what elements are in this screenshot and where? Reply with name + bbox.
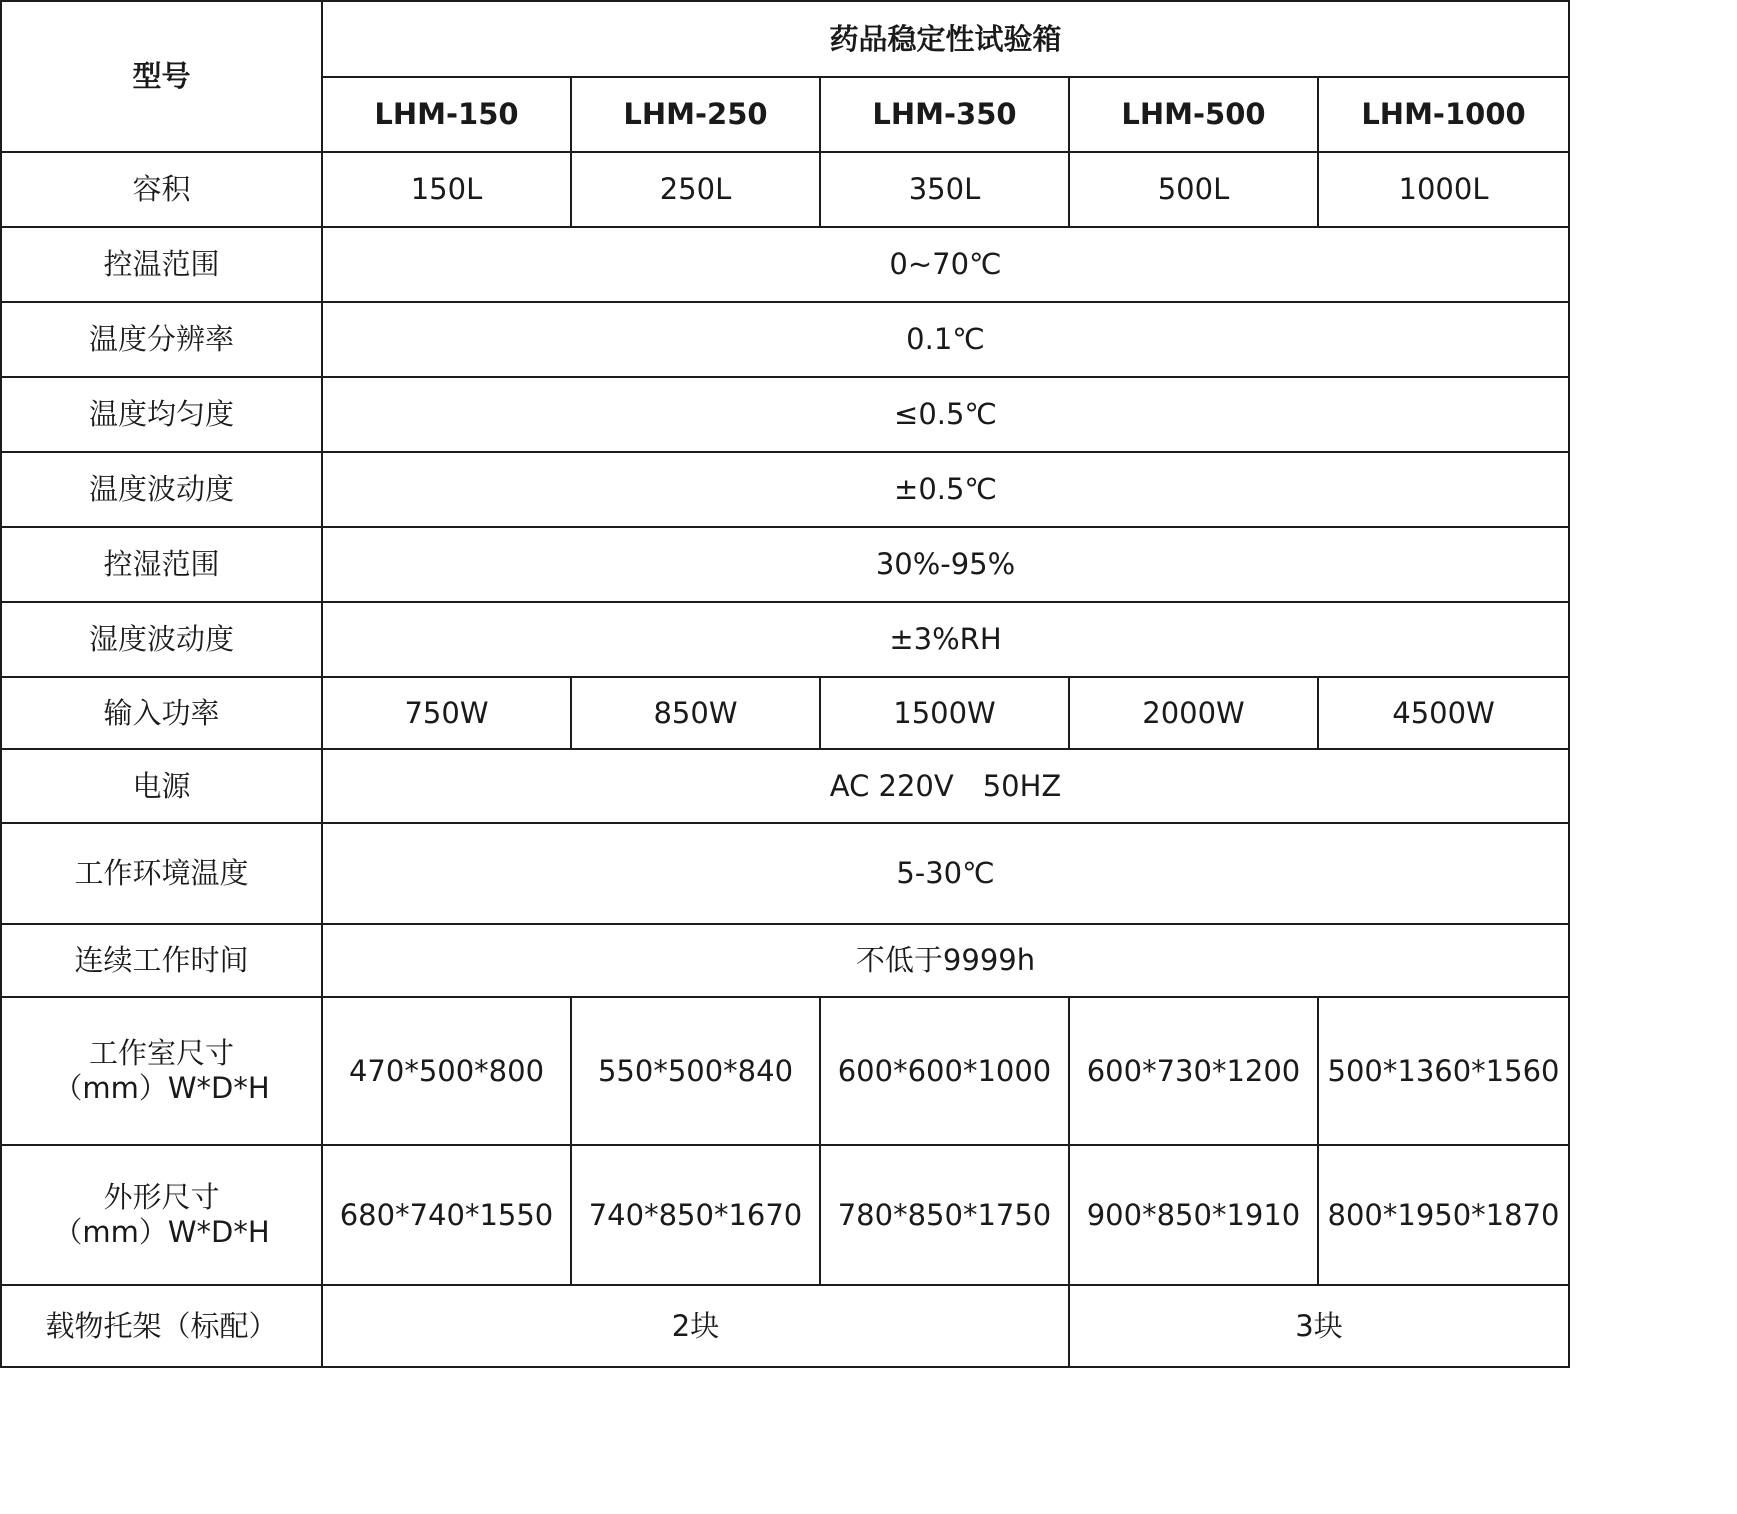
model-lhm-1000: LHM-1000 [1318,77,1569,152]
row-input-power [1,677,1569,749]
volume-value: 150L [322,152,571,227]
row-label-line2: （mm）W*D*H [53,1215,270,1249]
row-label: 温度分辨率 [1,302,322,377]
row-continuous-time [1,924,1569,997]
continuous-time-value: 不低于9999h [322,924,1569,997]
model-lhm-150: LHM-150 [322,77,571,152]
row-label-line1: 工作室尺寸 [88,1036,234,1071]
row-label: 容积 [1,152,322,227]
temp-uniformity-value: ≤0.5℃ [322,377,1569,452]
row-label: 控湿范围 [1,527,322,602]
volume-value: 250L [571,152,820,227]
row-label [1,1145,322,1285]
outer-size-value: 900*850*1910 [1069,1145,1318,1285]
humidity-range-value: 30%-95% [322,527,1569,602]
volume-value: 500L [1069,152,1318,227]
chamber-size-value: 600*600*1000 [820,997,1069,1145]
chamber-size-value: 600*730*1200 [1069,997,1318,1145]
row-label: 温度波动度 [1,452,322,527]
row-ambient-temp [1,823,1569,924]
row-temp-range [1,227,1569,302]
input-power-value: 2000W [1069,677,1318,749]
chamber-size-value: 500*1360*1560 [1318,997,1569,1145]
row-label [1,997,322,1145]
shelves-value-large-models: 3块 [1069,1285,1569,1367]
row-label: 输入功率 [1,677,322,749]
row-label-line2: （mm）W*D*H [53,1071,270,1105]
row-label: 电源 [1,749,322,823]
temp-fluctuation-value: ±0.5℃ [322,452,1569,527]
row-outer-size [1,1145,1569,1285]
model-lhm-250: LHM-250 [571,77,820,152]
shelves-value-small-models: 2块 [322,1285,1069,1367]
row-label: 温度均匀度 [1,377,322,452]
row-label: 湿度波动度 [1,602,322,677]
outer-size-value: 740*850*1670 [571,1145,820,1285]
input-power-value: 850W [571,677,820,749]
row-chamber-size [1,997,1569,1145]
model-label: 型号 [1,1,322,152]
row-power-supply [1,749,1569,823]
temp-resolution-value: 0.1℃ [322,302,1569,377]
model-lhm-500: LHM-500 [1069,77,1318,152]
power-supply-value: AC 220V 50HZ [322,749,1569,823]
humidity-fluctuation-value: ±3%RH [322,602,1569,677]
outer-size-value: 800*1950*1870 [1318,1145,1569,1285]
ambient-temp-value: 5-30℃ [322,823,1569,924]
row-label: 连续工作时间 [1,924,322,997]
row-label-line1: 外形尺寸 [103,1180,220,1215]
volume-value: 350L [820,152,1069,227]
chamber-size-value: 470*500*800 [322,997,571,1145]
volume-value: 1000L [1318,152,1569,227]
row-temp-uniformity [1,377,1569,452]
product-title: 药品稳定性试验箱 [322,1,1569,77]
outer-size-value: 780*850*1750 [820,1145,1069,1285]
row-humidity-range [1,527,1569,602]
row-label: 载物托架（标配） [1,1285,322,1367]
input-power-value: 750W [322,677,571,749]
input-power-value: 1500W [820,677,1069,749]
row-temp-fluctuation [1,452,1569,527]
outer-size-value: 680*740*1550 [322,1145,571,1285]
model-lhm-350: LHM-350 [820,77,1069,152]
row-label: 控温范围 [1,227,322,302]
row-temp-resolution [1,302,1569,377]
row-shelves [1,1285,1569,1367]
input-power-value: 4500W [1318,677,1569,749]
row-volume [1,152,1569,227]
temp-range-value: 0~70℃ [322,227,1569,302]
row-label: 工作环境温度 [1,823,322,924]
chamber-size-value: 550*500*840 [571,997,820,1145]
row-humidity-fluctuation [1,602,1569,677]
